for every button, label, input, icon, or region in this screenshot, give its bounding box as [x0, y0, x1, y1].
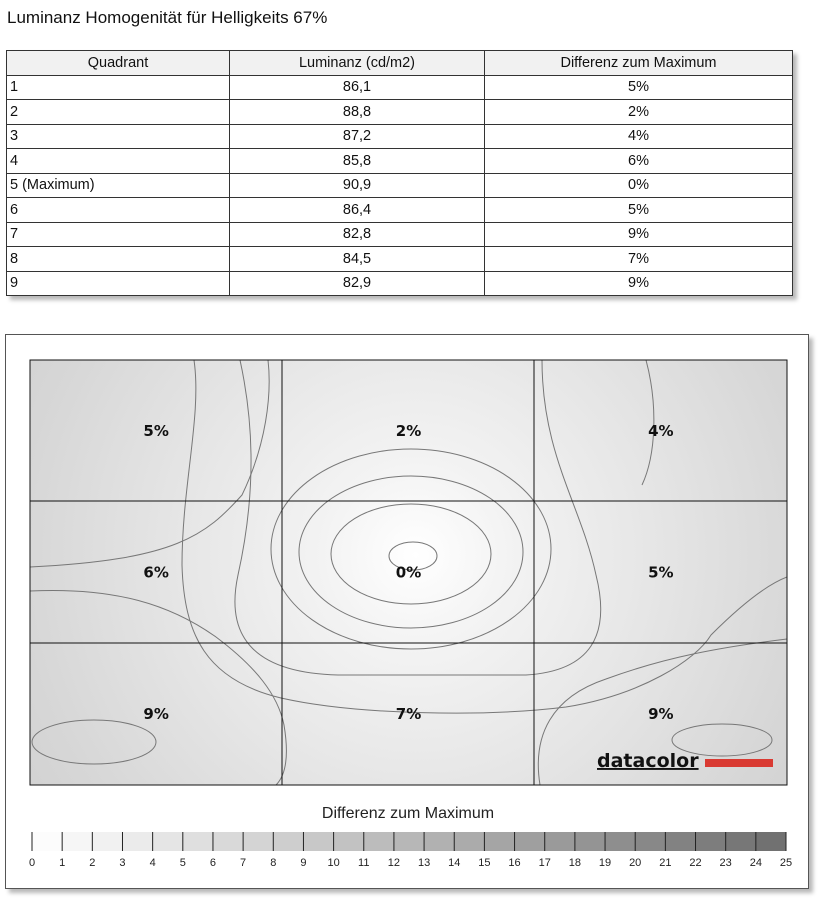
legend-tick-label: 20: [629, 857, 642, 869]
cell-label-q8: 7%: [395, 705, 422, 724]
legend-tick-label: 21: [659, 857, 672, 869]
logo-text: datacolor: [597, 750, 699, 772]
page-title: Luminanz Homogenität für Helligkeits 67%: [7, 8, 328, 27]
legend-tick-label: 12: [387, 857, 401, 869]
cell-label-q3: 4%: [648, 421, 674, 440]
legend-tick-label: 0: [28, 857, 36, 869]
uniformity-map-panel: [5, 334, 809, 889]
legend-tick-label: 23: [719, 857, 732, 869]
cell-quadrant: 2: [7, 100, 230, 125]
legend-swatch: [364, 832, 394, 851]
table-row: [7, 247, 793, 272]
color-legend: [29, 832, 792, 869]
cell-label-q1: 5%: [143, 421, 169, 440]
legend-tick-label: 17: [538, 857, 551, 869]
cell-quadrant: 7: [7, 222, 230, 247]
column-header-quadrant: Quadrant: [7, 51, 230, 76]
cell-label-q4: 6%: [143, 563, 169, 582]
legend-swatch: [62, 832, 92, 851]
cell-luminance: 82,9: [230, 271, 485, 296]
cell-label-q9: 9%: [648, 705, 674, 724]
legend-tick-label: 2: [89, 857, 96, 869]
cell-difference: 9%: [485, 222, 793, 247]
legend-swatch: [92, 832, 122, 851]
cell-difference: 9%: [485, 271, 793, 296]
legend-tick-label: 6: [209, 857, 217, 869]
legend-swatch: [454, 832, 484, 851]
uniformity-heatmap: [6, 335, 808, 888]
cell-luminance: 86,4: [230, 198, 485, 223]
legend-swatch: [484, 832, 514, 851]
legend-tick-label: 4: [149, 857, 156, 869]
legend-tick-label: 25: [779, 857, 793, 869]
cell-difference: 5%: [485, 198, 793, 223]
cell-luminance: 88,8: [230, 100, 485, 125]
legend-tick-label: 14: [448, 857, 461, 869]
legend-tick-label: 16: [508, 857, 521, 869]
legend-swatch: [122, 832, 152, 851]
cell-quadrant: 3: [7, 124, 230, 149]
luminance-table-container: [6, 50, 793, 296]
table-row: [7, 149, 793, 174]
cell-quadrant: 5 (Maximum): [7, 173, 230, 198]
legend-swatch: [334, 832, 364, 851]
table-row: [7, 75, 793, 100]
cell-luminance: 90,9: [230, 173, 485, 198]
cell-quadrant: 6: [7, 198, 230, 223]
cell-label-q7: 9%: [143, 705, 169, 724]
legend-swatch: [635, 832, 665, 851]
legend-title: Differenz zum Maximum: [321, 805, 495, 822]
cell-luminance: 85,8: [230, 149, 485, 174]
legend-swatch: [726, 832, 756, 851]
legend-swatch: [605, 832, 635, 851]
legend-tick-label: 15: [478, 857, 491, 869]
legend-swatch: [394, 832, 424, 851]
cell-label-q5: 0%: [395, 563, 422, 582]
table-row: [7, 124, 793, 149]
legend-tick-label: 5: [179, 857, 186, 869]
logo-bar: [705, 759, 773, 767]
legend-swatch: [696, 832, 726, 851]
cell-difference: 4%: [485, 124, 793, 149]
legend-swatch: [213, 832, 243, 851]
legend-tick-label: 11: [358, 857, 370, 869]
cell-luminance: 84,5: [230, 247, 485, 272]
cell-label-q6: 5%: [648, 563, 674, 582]
table-row: [7, 222, 793, 247]
legend-swatch: [32, 832, 62, 851]
table-row: [7, 173, 793, 198]
legend-tick-label: 3: [119, 857, 126, 869]
cell-label-q2: 2%: [395, 421, 422, 440]
cell-quadrant: 9: [7, 271, 230, 296]
legend-tick-label: 13: [417, 857, 431, 869]
legend-tick-label: 8: [270, 857, 277, 869]
cell-luminance: 86,1: [230, 75, 485, 100]
legend-tick-label: 19: [598, 857, 612, 869]
cell-difference: 5%: [485, 75, 793, 100]
column-header-luminance: Luminanz (cd/m2): [230, 51, 485, 76]
legend-tick-label: 24: [749, 857, 762, 869]
cell-luminance: 87,2: [230, 124, 485, 149]
legend-swatch: [303, 832, 333, 851]
table-row: [7, 271, 793, 296]
legend-swatch: [153, 832, 183, 851]
table-row: [7, 198, 793, 223]
cell-difference: 0%: [485, 173, 793, 198]
legend-swatch: [756, 832, 786, 851]
legend-swatch: [183, 832, 213, 851]
legend-swatch: [424, 832, 454, 851]
legend-swatch: [665, 832, 695, 851]
cell-quadrant: 1: [7, 75, 230, 100]
legend-tick-label: 7: [240, 857, 247, 869]
legend-tick-label: 9: [300, 857, 307, 869]
cell-difference: 6%: [485, 149, 793, 174]
legend-tick-label: 22: [689, 857, 702, 869]
legend-tick-label: 18: [568, 857, 582, 869]
cell-difference: 2%: [485, 100, 793, 125]
luminance-table: [6, 50, 793, 296]
legend-swatch: [243, 832, 273, 851]
legend-tick-label: 1: [59, 857, 66, 869]
legend-swatch: [273, 832, 303, 851]
table-row: [7, 100, 793, 125]
legend-swatch: [515, 832, 545, 851]
table-header-row: [7, 51, 793, 76]
cell-luminance: 82,8: [230, 222, 485, 247]
cell-quadrant: 8: [7, 247, 230, 272]
legend-tick-label: 10: [327, 857, 340, 869]
legend-swatch: [575, 832, 605, 851]
cell-quadrant: 4: [7, 149, 230, 174]
legend-swatch: [545, 832, 575, 851]
column-header-difference: Differenz zum Maximum: [485, 51, 793, 76]
cell-difference: 7%: [485, 247, 793, 272]
